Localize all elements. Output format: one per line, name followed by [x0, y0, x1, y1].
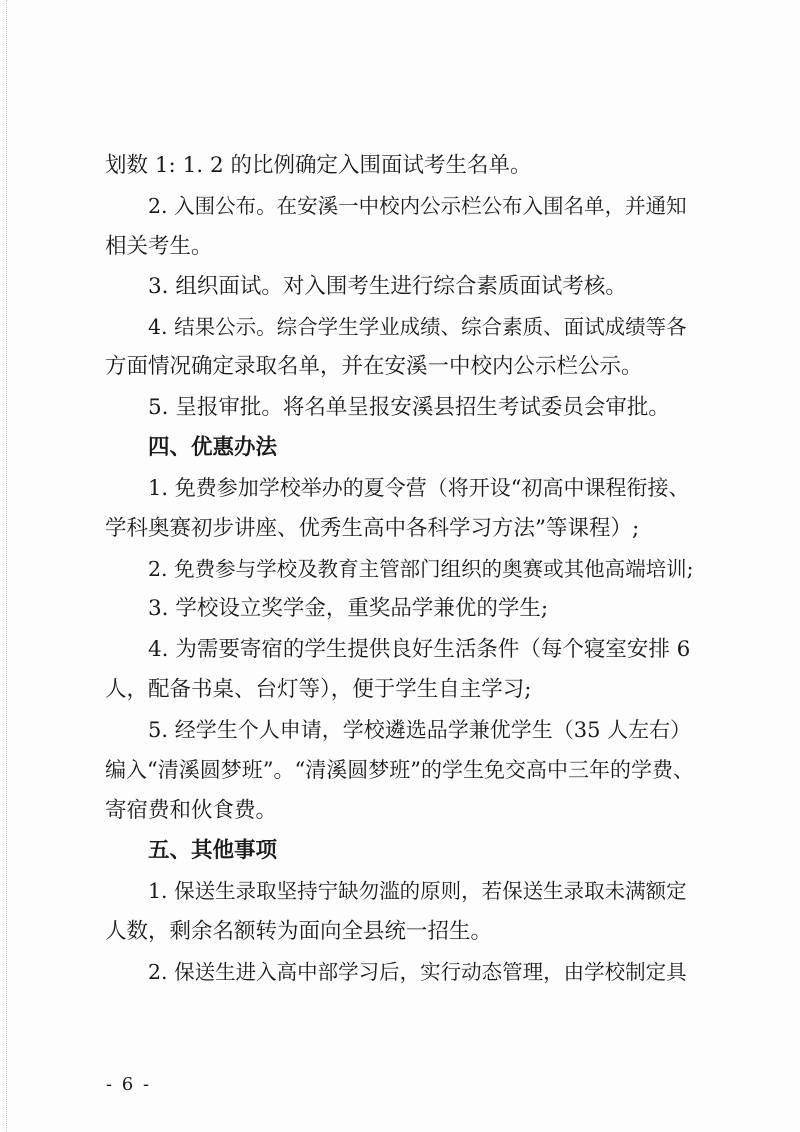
- paragraph-line: 划数 1: 1. 2 的比例确定入围面试考生名单。: [105, 153, 532, 178]
- paragraph-line: 相关考生。: [105, 233, 213, 259]
- section-heading: 五、其他事项: [148, 838, 278, 864]
- paragraph-line: 5. 呈报审批。将名单呈报安溪县招生考试委员会审批。: [148, 394, 670, 420]
- section-heading: 四、优惠办法: [148, 435, 278, 461]
- paragraph-line: 2. 入围公布。在安溪一中校内公示栏公布入围名单，并通知: [148, 194, 687, 219]
- paragraph-line: 学科奥赛初步讲座、优秀生高中各科学习方法”等课程）;: [105, 515, 640, 541]
- paragraph-line: 人，配备书桌、台灯等），便于学生自主学习;: [105, 676, 532, 702]
- paragraph-line: 1. 保送生录取坚持宁缺勿滥的原则，若保送生录取未满额定: [148, 879, 687, 904]
- paragraph-line: 1. 免费参加学校举办的夏令营（将开设“初高中课程衔接、: [148, 476, 690, 501]
- paragraph-line: 方面情况确定录取名单，并在安溪一中校内公示栏公示。: [105, 354, 643, 380]
- paragraph-line: 3. 学校设立奖学金，重奖品学兼优的学生;: [148, 596, 549, 622]
- paragraph-line: 寄宿费和伙食费。: [105, 797, 278, 823]
- paragraph-line: 4. 为需要寄宿的学生提供良好生活条件（每个寝室安排 6: [148, 636, 691, 662]
- document-body: [105, 146, 695, 992]
- paragraph-line: 2. 免费参与学校及教育主管部门组织的奥赛或其他高端培训;: [148, 556, 694, 581]
- paragraph-line: 编入“清溪圆梦班”。“清溪圆梦班”的学生免交高中三年的学费、: [105, 758, 694, 783]
- paragraph-line: 人数，剩余名额转为面向全县统一招生。: [105, 918, 493, 944]
- paragraph-line: 2. 保送生进入高中部学习后，实行动态管理，由学校制定具: [148, 959, 687, 984]
- paragraph-line: 5. 经学生个人申请，学校遴选品学兼优学生（35 人左右）: [148, 718, 692, 743]
- paragraph-line: 4. 结果公示。综合学生学业成绩、综合素质、面试成绩等各: [148, 315, 687, 340]
- scan-edge-line: [6, 0, 8, 1132]
- paragraph-line: 3. 组织面试。对入围考生进行综合素质面试考核。: [148, 273, 627, 299]
- page-number: - 6 -: [106, 1074, 152, 1095]
